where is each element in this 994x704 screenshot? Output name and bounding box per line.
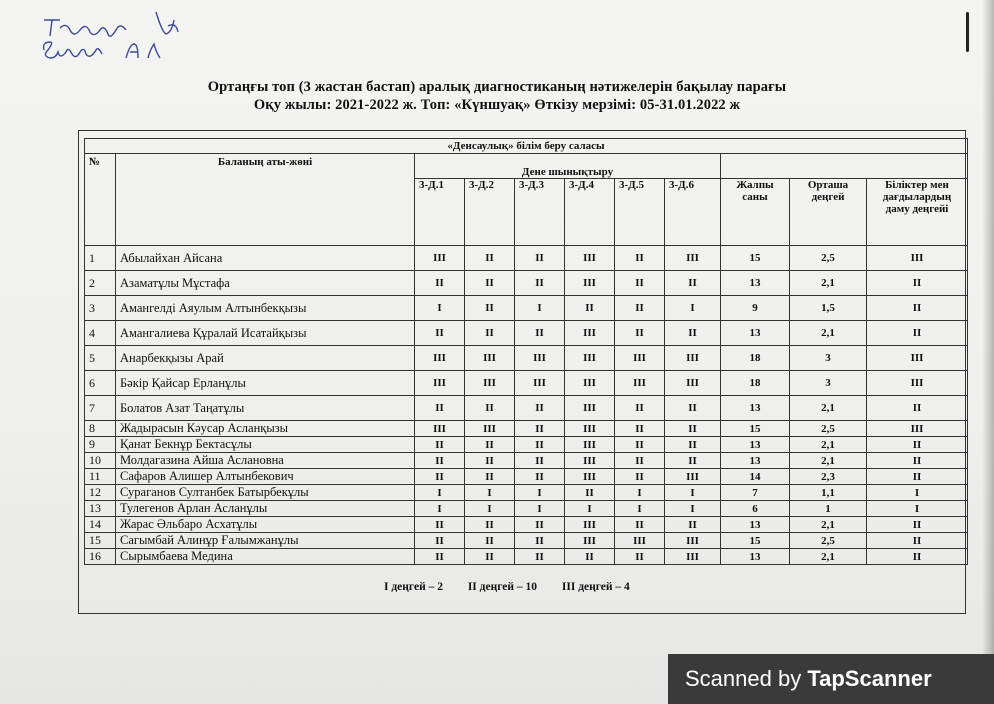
score-cell: II <box>615 469 665 485</box>
score-cell: II <box>515 396 565 421</box>
child-name: Молдагазина Айша Аслановна <box>116 453 415 469</box>
score-cell: II <box>515 533 565 549</box>
total-cell: 13 <box>721 517 790 533</box>
table-body <box>85 246 968 565</box>
total-cell: 15 <box>721 246 790 271</box>
child-name: Азаматұлы Мұстафа <box>116 271 415 296</box>
score-cell: II <box>465 533 515 549</box>
total-cell: 15 <box>721 421 790 437</box>
table-row <box>85 485 968 501</box>
score-cell: I <box>465 485 515 501</box>
total-cell: 18 <box>721 346 790 371</box>
column-number-header: № <box>85 154 116 246</box>
scanner-watermark <box>668 654 994 704</box>
level-summary <box>384 581 652 593</box>
child-name: Бәкір Қайсар Ерланұлы <box>116 371 415 396</box>
code-header: 3-Д.4 <box>565 179 615 246</box>
score-cell: II <box>515 549 565 565</box>
total-cell: 13 <box>721 321 790 346</box>
score-cell: III <box>565 396 615 421</box>
row-number: 3 <box>85 296 116 321</box>
table-row <box>85 346 968 371</box>
table-row <box>85 246 968 271</box>
score-cell: III <box>615 371 665 396</box>
table-row <box>85 421 968 437</box>
child-name: Болатов Азат Таңатұлы <box>116 396 415 421</box>
score-cell: III <box>565 271 615 296</box>
score-cell: I <box>665 501 721 517</box>
score-cell: II <box>465 296 515 321</box>
score-cell: III <box>565 469 615 485</box>
table-row <box>85 549 968 565</box>
average-cell: 1,5 <box>790 296 867 321</box>
code-header: 3-Д.2 <box>465 179 515 246</box>
level-cell: III <box>867 421 968 437</box>
level-3-count: III деңгей – 4 <box>561 581 630 593</box>
score-cell: II <box>615 421 665 437</box>
row-number: 14 <box>85 517 116 533</box>
table-row <box>85 501 968 517</box>
score-cell: II <box>565 549 615 565</box>
score-cell: I <box>565 501 615 517</box>
table-row <box>85 437 968 453</box>
level-cell: II <box>867 321 968 346</box>
level-cell: II <box>867 437 968 453</box>
area-title: «Денсаулық» білім беру саласы <box>85 139 968 154</box>
score-cell: II <box>615 549 665 565</box>
subject-header: Дене шынықтыру <box>415 154 721 179</box>
score-cell: II <box>465 271 515 296</box>
watermark-brand: TapScanner <box>807 666 932 691</box>
score-cell: III <box>665 346 721 371</box>
total-cell: 18 <box>721 371 790 396</box>
child-name: Сураганов Султанбек Батырбекұлы <box>116 485 415 501</box>
child-name: Анарбекқызы Арай <box>116 346 415 371</box>
child-name: Амангелді Аяулым Алтынбекқызы <box>116 296 415 321</box>
score-cell: II <box>515 271 565 296</box>
row-number: 5 <box>85 346 116 371</box>
table-row <box>85 271 968 296</box>
score-cell: II <box>665 321 721 346</box>
total-cell: 13 <box>721 271 790 296</box>
score-cell: I <box>515 485 565 501</box>
row-number: 7 <box>85 396 116 421</box>
score-cell: III <box>515 371 565 396</box>
column-name-header: Баланың аты-жөні <box>116 154 415 246</box>
row-number: 9 <box>85 437 116 453</box>
score-cell: II <box>665 437 721 453</box>
child-name: Сырымбаева Медина <box>116 549 415 565</box>
average-cell: 2,5 <box>790 533 867 549</box>
score-cell: III <box>665 246 721 271</box>
score-cell: III <box>565 453 615 469</box>
total-cell: 13 <box>721 437 790 453</box>
average-cell: 2,5 <box>790 246 867 271</box>
average-cell: 2,1 <box>790 453 867 469</box>
score-cell: II <box>665 453 721 469</box>
level-cell: I <box>867 485 968 501</box>
score-cell: II <box>465 246 515 271</box>
row-number: 16 <box>85 549 116 565</box>
score-cell: III <box>515 346 565 371</box>
margin-mark <box>966 12 969 52</box>
score-cell: III <box>415 371 465 396</box>
score-cell: III <box>665 533 721 549</box>
level-cell: II <box>867 533 968 549</box>
total-cell: 9 <box>721 296 790 321</box>
score-cell: III <box>565 371 615 396</box>
table-row <box>85 469 968 485</box>
score-cell: II <box>415 271 465 296</box>
score-cell: II <box>415 533 465 549</box>
score-cell: III <box>465 421 515 437</box>
score-cell: III <box>565 346 615 371</box>
total-cell: 13 <box>721 549 790 565</box>
child-name: Жарас Әльбаро Асхатұлы <box>116 517 415 533</box>
table-row <box>85 396 968 421</box>
score-cell: II <box>415 549 465 565</box>
summary-group-header <box>721 154 968 179</box>
level-header: Біліктер мен дағдылардың даму деңгейі <box>867 179 968 246</box>
child-name: Абылайхан Айсана <box>116 246 415 271</box>
row-number: 15 <box>85 533 116 549</box>
total-cell: 14 <box>721 469 790 485</box>
score-cell: II <box>515 469 565 485</box>
total-cell: 13 <box>721 396 790 421</box>
score-cell: I <box>665 296 721 321</box>
average-cell: 1,1 <box>790 485 867 501</box>
score-cell: II <box>515 421 565 437</box>
level-cell: II <box>867 396 968 421</box>
average-cell: 3 <box>790 371 867 396</box>
score-cell: III <box>415 421 465 437</box>
average-cell: 2,1 <box>790 517 867 533</box>
average-cell: 2,1 <box>790 396 867 421</box>
code-header: 3-Д.3 <box>515 179 565 246</box>
score-cell: I <box>615 485 665 501</box>
score-cell: II <box>515 453 565 469</box>
level-cell: III <box>867 371 968 396</box>
score-cell: III <box>565 517 615 533</box>
total-cell: 6 <box>721 501 790 517</box>
score-cell: III <box>465 346 515 371</box>
score-cell: II <box>615 396 665 421</box>
average-cell: 2,5 <box>790 421 867 437</box>
score-cell: II <box>615 271 665 296</box>
document-title: Ортаңғы топ (3 жастан бастап) аралық диагностиканың нәтижелерін бақылау парағы <box>207 79 787 95</box>
results-table <box>84 138 968 565</box>
score-cell: III <box>415 346 465 371</box>
score-cell: II <box>465 437 515 453</box>
score-cell: II <box>465 517 515 533</box>
score-cell: I <box>415 296 465 321</box>
child-name: Жадырасын Кәусар Асланқызы <box>116 421 415 437</box>
average-cell: 2,3 <box>790 469 867 485</box>
score-cell: II <box>615 296 665 321</box>
score-cell: II <box>565 485 615 501</box>
table-row <box>85 371 968 396</box>
total-cell: 15 <box>721 533 790 549</box>
code-header: 3-Д.5 <box>615 179 665 246</box>
row-number: 11 <box>85 469 116 485</box>
row-number: 4 <box>85 321 116 346</box>
score-cell: II <box>515 437 565 453</box>
score-cell: III <box>565 437 615 453</box>
score-cell: I <box>615 501 665 517</box>
score-cell: III <box>665 469 721 485</box>
score-cell: III <box>665 371 721 396</box>
table-row <box>85 533 968 549</box>
score-cell: III <box>565 421 615 437</box>
signature-drawing <box>38 6 238 70</box>
code-header: 3-Д.6 <box>665 179 721 246</box>
table-row <box>85 321 968 346</box>
score-cell: I <box>665 485 721 501</box>
score-cell: II <box>665 271 721 296</box>
child-name: Тулегенов Арлан Асланұлы <box>116 501 415 517</box>
document-subtitle: Оқу жылы: 2021-2022 ж. Топ: «Күншуақ» Өткізу мерзімі: 05-31.01.2022 ж <box>253 97 741 113</box>
level-cell: II <box>867 271 968 296</box>
child-name: Сагымбай Алинұр Ғалымжанұлы <box>116 533 415 549</box>
total-header: Жалпы саны <box>721 179 790 246</box>
table-row <box>85 296 968 321</box>
level-cell: II <box>867 517 968 533</box>
level-cell: II <box>867 549 968 565</box>
table-row <box>85 453 968 469</box>
score-cell: II <box>615 437 665 453</box>
level-cell: III <box>867 246 968 271</box>
total-cell: 13 <box>721 453 790 469</box>
row-number: 2 <box>85 271 116 296</box>
score-cell: I <box>465 501 515 517</box>
average-cell: 1 <box>790 501 867 517</box>
row-number: 8 <box>85 421 116 437</box>
level-2-count: II деңгей – 10 <box>467 581 538 593</box>
score-cell: II <box>465 469 515 485</box>
watermark-prefix: Scanned by <box>685 666 802 691</box>
child-name: Қанат Бекнұр Бектасұлы <box>116 437 415 453</box>
score-cell: I <box>415 485 465 501</box>
row-number: 1 <box>85 246 116 271</box>
score-cell: III <box>665 549 721 565</box>
code-header: 3-Д.1 <box>415 179 465 246</box>
score-cell: III <box>565 533 615 549</box>
score-cell: II <box>515 321 565 346</box>
average-cell: 3 <box>790 346 867 371</box>
average-cell: 2,1 <box>790 549 867 565</box>
score-cell: II <box>415 517 465 533</box>
score-cell: II <box>615 246 665 271</box>
score-cell: I <box>515 501 565 517</box>
average-header: Орташа деңгей <box>790 179 867 246</box>
score-cell: II <box>465 453 515 469</box>
level-cell: II <box>867 296 968 321</box>
score-cell: II <box>515 246 565 271</box>
score-cell: II <box>665 517 721 533</box>
score-cell: II <box>515 517 565 533</box>
average-cell: 2,1 <box>790 437 867 453</box>
average-cell: 2,1 <box>790 321 867 346</box>
score-cell: II <box>615 321 665 346</box>
score-cell: II <box>615 517 665 533</box>
level-cell: II <box>867 469 968 485</box>
score-cell: III <box>565 321 615 346</box>
score-cell: II <box>415 437 465 453</box>
row-number: 12 <box>85 485 116 501</box>
total-cell: 7 <box>721 485 790 501</box>
child-name: Сафаров Алишер Алтынбекович <box>116 469 415 485</box>
level-cell: III <box>867 346 968 371</box>
score-cell: II <box>465 321 515 346</box>
score-cell: III <box>415 246 465 271</box>
level-1-count: I деңгей – 2 <box>384 581 443 593</box>
child-name: Амангалиева Құралай Исатайқызы <box>116 321 415 346</box>
score-cell: II <box>415 453 465 469</box>
score-cell: III <box>565 246 615 271</box>
level-cell: II <box>867 453 968 469</box>
table-row <box>85 517 968 533</box>
score-cell: II <box>465 549 515 565</box>
score-cell: III <box>615 533 665 549</box>
score-cell: II <box>665 396 721 421</box>
row-number: 13 <box>85 501 116 517</box>
score-cell: III <box>615 346 665 371</box>
row-number: 6 <box>85 371 116 396</box>
score-cell: II <box>465 396 515 421</box>
score-cell: II <box>665 421 721 437</box>
row-number: 10 <box>85 453 116 469</box>
score-cell: I <box>415 501 465 517</box>
score-cell: I <box>515 296 565 321</box>
score-cell: II <box>565 296 615 321</box>
score-cell: II <box>415 321 465 346</box>
score-cell: II <box>415 469 465 485</box>
handwritten-signature <box>38 6 238 70</box>
score-cell: II <box>415 396 465 421</box>
score-cell: III <box>465 371 515 396</box>
average-cell: 2,1 <box>790 271 867 296</box>
score-cell: II <box>615 453 665 469</box>
level-cell: I <box>867 501 968 517</box>
